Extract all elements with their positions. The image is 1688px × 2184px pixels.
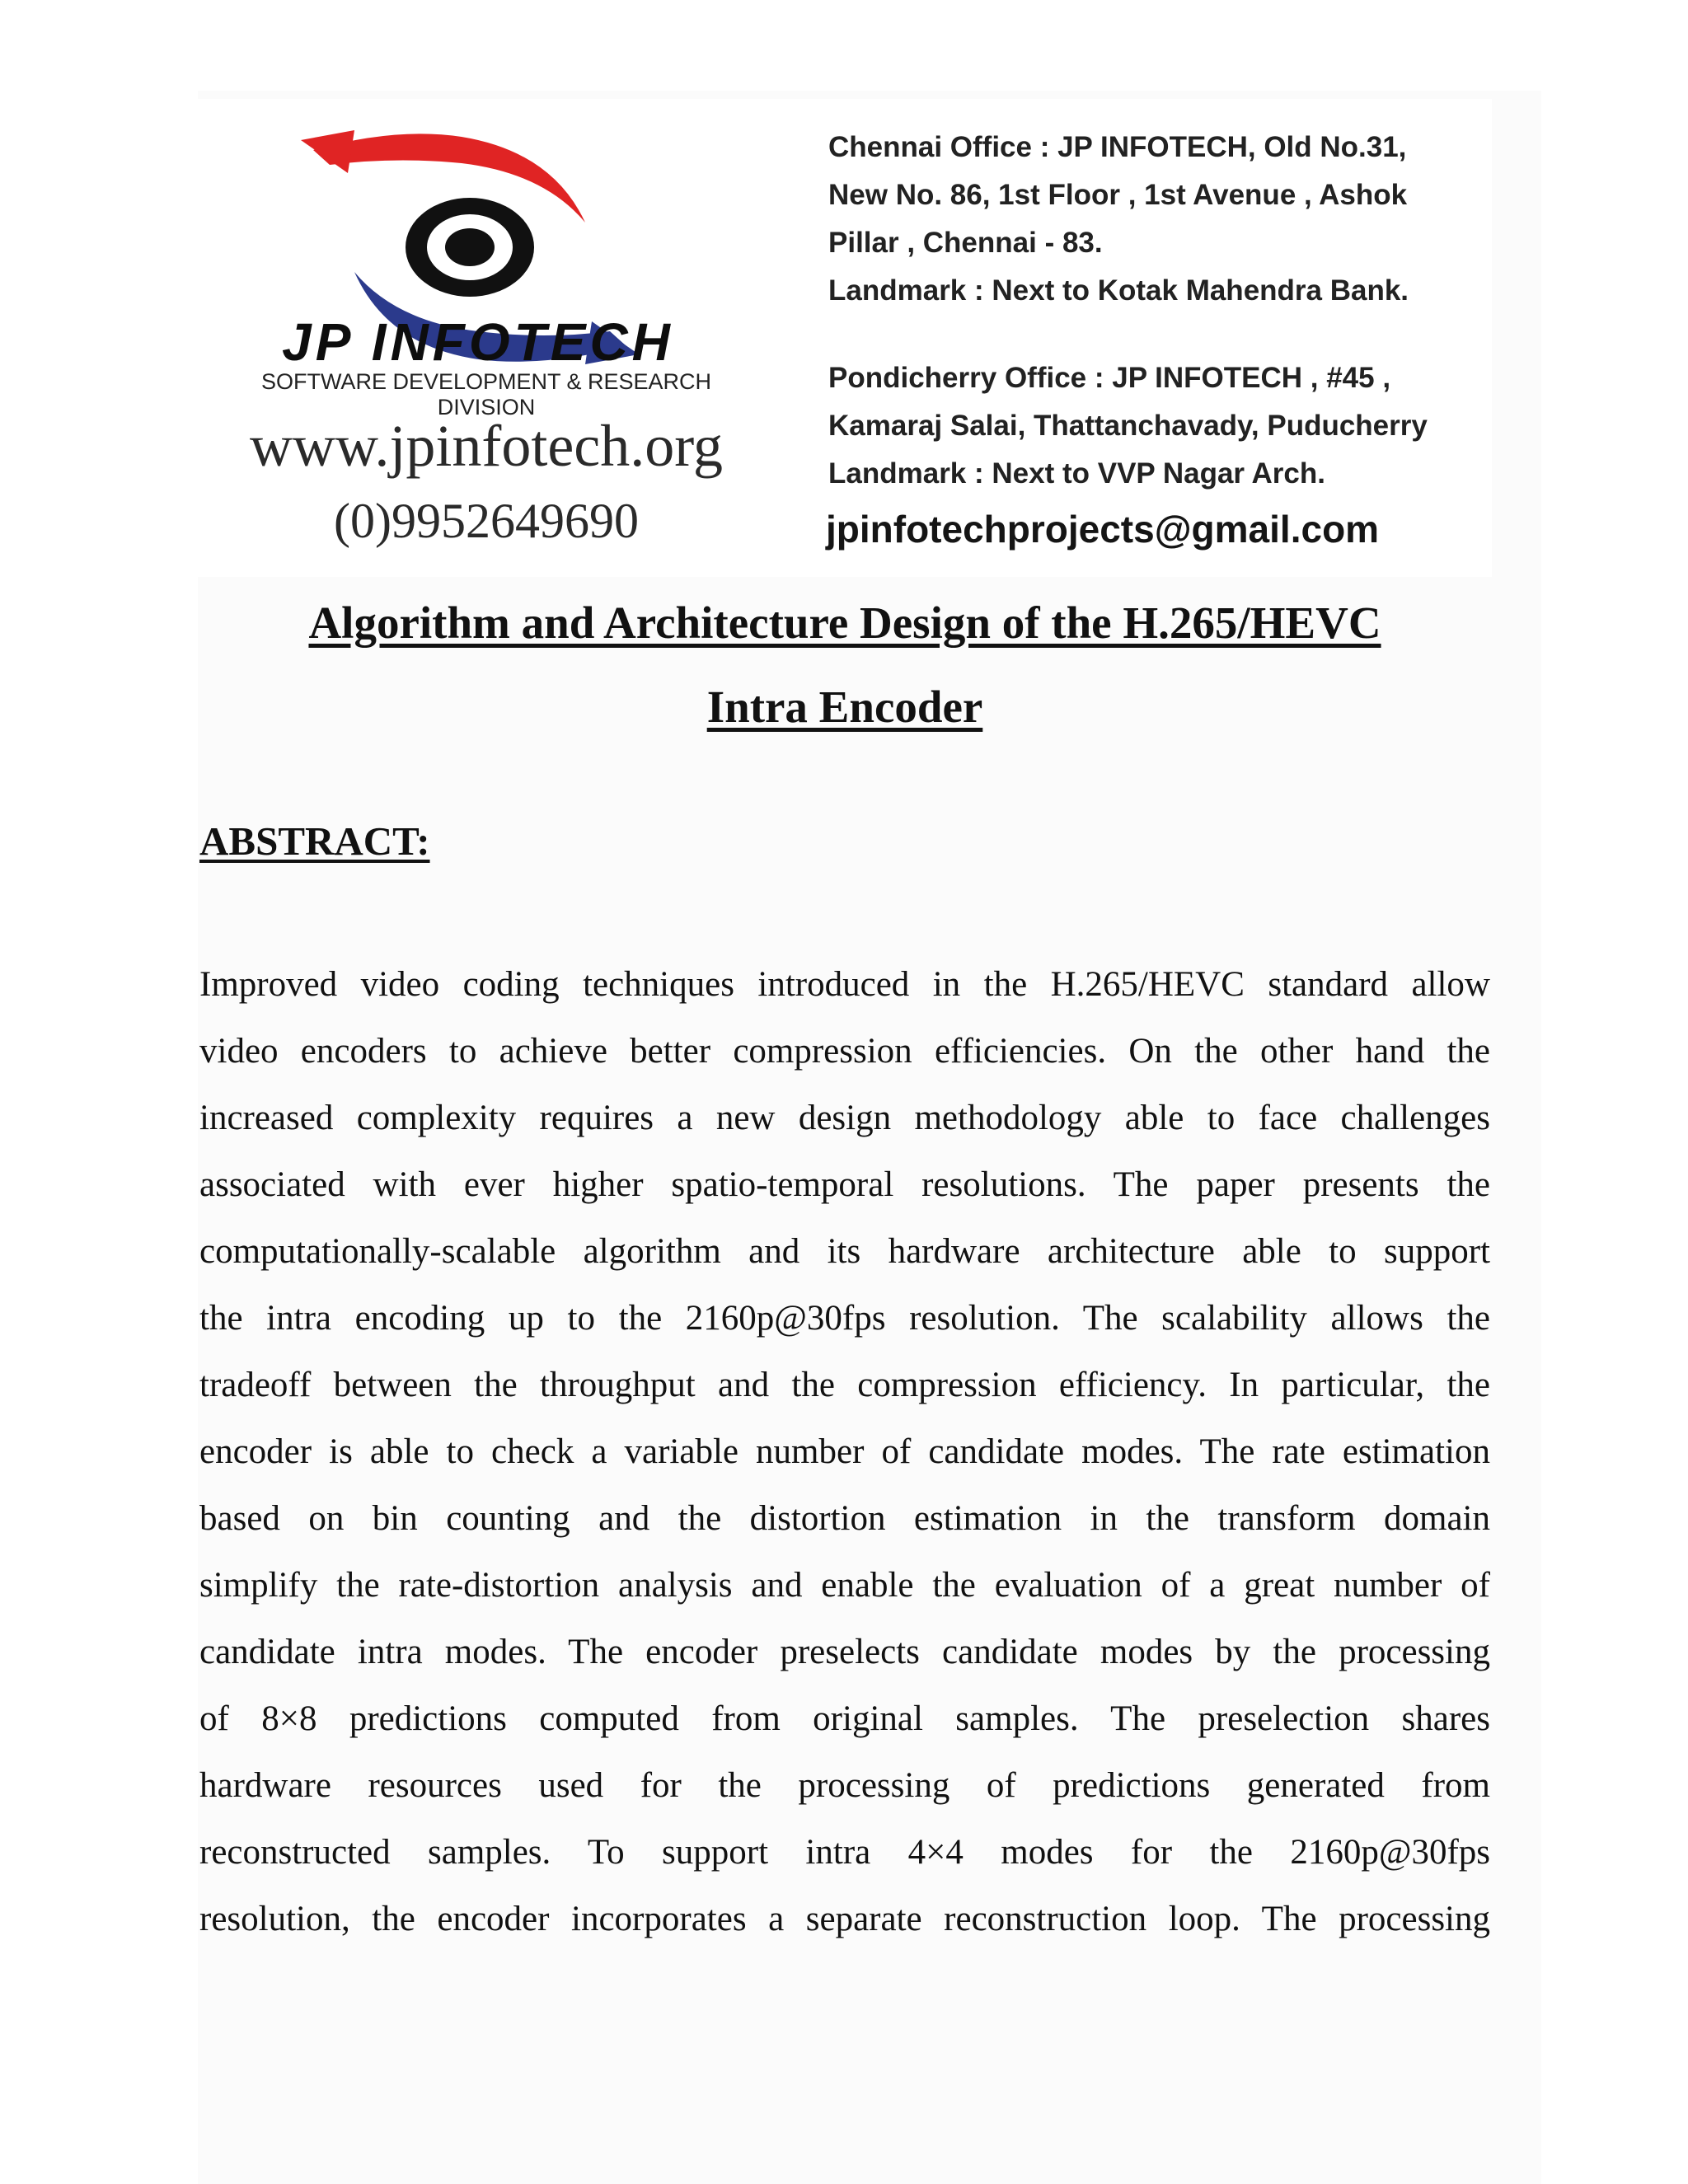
address-line: Pondicherry Office : JP INFOTECH , #45 ,: [828, 362, 1391, 394]
abstract-line: candidate intra modes. The encoder preselects candidate modes by the processing: [199, 1633, 1490, 1671]
chennai-office-address: [828, 124, 1409, 315]
abstract-line: video encoders to achieve better compression efficiencies. On the other hand the: [199, 1032, 1490, 1071]
abstract-line: the intra encoding up to the 2160p@30fps resolution. The scalability allows the: [199, 1299, 1490, 1338]
address-line: Chennai Office : JP INFOTECH, Old No.31,: [828, 131, 1407, 163]
abstract-line: Improved video coding techniques introduced in the H.265/HEVC standard allow: [199, 965, 1490, 1004]
brand-website: www.jpinfotech.org: [250, 413, 723, 479]
brand-tagline: SOFTWARE DEVELOPMENT & RESEARCH DIVISION: [260, 369, 712, 419]
address-line: Landmark : Next to Kotak Mahendra Bank.: [828, 274, 1409, 307]
document-title: [198, 581, 1492, 749]
title-line: Intra Encoder: [706, 682, 983, 732]
abstract-line: computationally-scalable algorithm and its hardware architecture able to support: [199, 1232, 1490, 1271]
address-line: Kamaraj Salai, Thattanchavady, Puducherry: [828, 410, 1428, 442]
abstract-line: based on bin counting and the distortion estimation in the transform domain: [199, 1499, 1490, 1538]
abstract-line: encoder is able to check a variable number of candidate modes. The rate estimation: [199, 1432, 1490, 1471]
address-line: Pillar , Chennai - 83.: [828, 227, 1103, 259]
header-banner: [198, 99, 1492, 577]
pondicherry-office-address: [828, 354, 1428, 498]
abstract-line: tradeoff between the throughput and the compression efficiency. In particular, the: [199, 1366, 1490, 1404]
brand-phone: (0)9952649690: [334, 494, 639, 548]
abstract-line: reconstructed samples. To support intra 4×4 modes for the 2160p@30fps: [199, 1833, 1490, 1872]
abstract-line: resolution, the encoder incorporates a separate reconstruction loop. The processing: [199, 1900, 1490, 1938]
abstract-body: [199, 956, 1490, 1957]
abstract-line: increased complexity requires a new design methodology able to face challenges: [199, 1099, 1490, 1137]
abstract-line: simplify the rate-distortion analysis and enable the evaluation of a great number of: [199, 1566, 1490, 1605]
abstract-heading: ABSTRACT:: [199, 818, 430, 864]
title-line: Algorithm and Architecture Design of the H.265/HEVC: [308, 598, 1381, 648]
abstract-line: associated with ever higher spatio-temporal resolutions. The paper presents the: [199, 1165, 1490, 1204]
address-line: Landmark : Next to VVP Nagar Arch.: [828, 457, 1325, 490]
address-line: New No. 86, 1st Floor , 1st Avenue , Ashok: [828, 179, 1408, 211]
brand-name: JP INFOTECH: [282, 312, 674, 372]
abstract-line: of 8×8 predictions computed from original samples. The preselection shares: [199, 1699, 1490, 1738]
contact-email: jpinfotechprojects@gmail.com: [826, 508, 1380, 551]
abstract-line: hardware resources used for the processing of predictions generated from: [199, 1766, 1490, 1805]
